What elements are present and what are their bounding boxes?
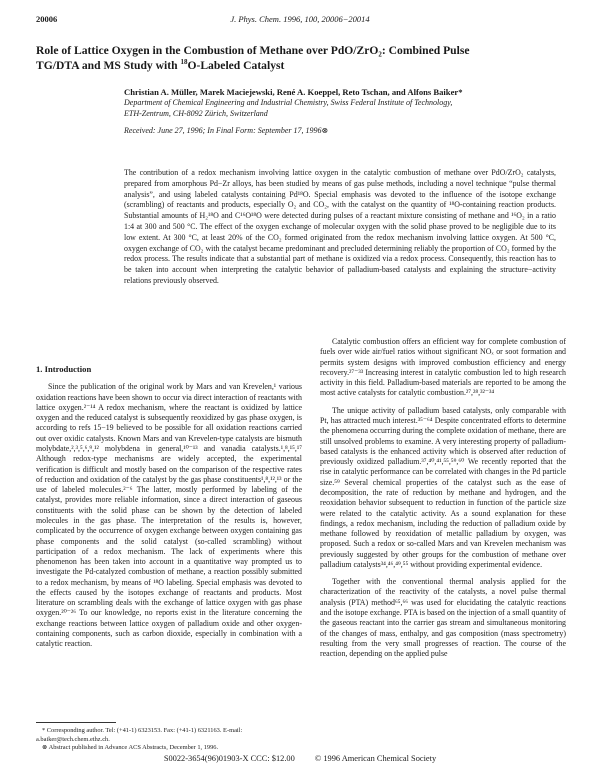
received-dates: Received: June 27, 1996; In Final Form: September 17, 1996⊗ [124,126,329,135]
right-paragraph-1: Catalytic combustion offers an efficient way for complete combustion of fuels over wide air/fuel ratios without significant NOₓ or soot formation and permits system designs with improved combustion efficiency and energy recovery.²⁷⁻³³ Increasing interest in catalytic combustion led to high research activity in this field. Palladium-based materials are reported to be among the most active catalysts for catalytic combustion.²⁷,²⁸,³²⁻³⁴ [320,337,566,398]
right-column [320,337,566,659]
journal-citation: J. Phys. Chem. 1996, 100, 20006−20014 [230,14,370,24]
left-column [36,364,302,650]
author-list: Christian A. Müller, Marek Maciejewski, René A. Koeppel, Reto Tschan, and Alfons Baiker* [124,87,463,97]
copyright: © 1996 American Chemical Society [314,754,437,763]
intro-paragraph-1: Since the publication of the original work by Mars and van Krevelen,¹ various oxidation reactions have been shown to occur via direct interaction of reactants with lattice oxygen.²⁻¹⁴ A redox mechanism, where the reactant is oxidized by lattice oxygen and the reduced catalyst is subsequently reoxidized by gas phase oxygen, is according to refs 15−19 believed to be possible for all oxidation reactions carried out over oxidic catalysts. Known Mars and van Krevelen-type catalysts are bismuth molybdate,²,³,⁵,⁶,⁹,¹² molybdena in general,¹⁰⁻¹³ and vanadia catalysts.¹,⁸,¹⁵,¹⁷ Although redox-type mechanisms are widely accepted, the experimental verification is difficult and mostly based on the comparison of the respective rates of reduction and oxidation of the catalyst by the gas phase constituents¹,⁸,¹²,¹³ or the use of labeled molecules.²⁻⁶ The latter, mostly performed by labeling of the catalyst, provides more reliable information, since a direct interaction of gaseous constituents with the solid phase can be shown by the detection of labeled molecules in the gas phase. The interpretation of the results is, however, complicated by the occurrence of oxygen exchange between oxygen containing gas phase components and the solid catalyst (so-called scrambling) without participation of a redox mechanism. The lack of experiments where this phenomenon has been taken into account in a quantitative way prompted us to investigate the Pd-catalyzed combustion of methane, a reaction possibly submitted to a redox mechanism, by means of ¹⁸O labeling. Special emphasis was devoted to the effects caused by the isotopes exchange of reactants and products. Most literature on scrambling deals with the exchange of lattice oxygen with gas phase oxygen.²⁰⁻²⁶ To our knowledge, no reports exist in the literature concerning the exchange reactions between lattice oxygen of palladium oxide and other oxygen-containing components, such as carbon dioxide, especially in combination with a catalytic reaction. [36,382,302,649]
page-number: 20006 [36,14,58,24]
paper-title [36,44,566,73]
page-footer [0,754,600,763]
running-header [36,14,564,26]
footnote-abstract-published: ⊗ Abstract published in Advance ACS Abstracts, December 1, 1996. [42,744,219,752]
footnote-corresponding-author: * Corresponding author. Tel: (+41-1) 6323153. Fax: (+41-1) 6321163. E-mail: a.baiker@tech.chem.ethz.ch. [36,727,243,743]
footnote-rule [36,722,116,723]
section-heading-introduction: 1. Introduction [36,364,92,374]
footnotes [36,727,302,753]
right-paragraph-2: The unique activity of palladium based catalysts, only comparable with Pt, has attracted much interest.³⁵⁻⁶⁴ Despite concentrated efforts to determine the phenomena occurring during the complete oxidation of methane, there are still unsolved problems to examine. A very interesting property of palladium-based catalysts is the enhanced activity which is observed after reduction of previously oxidized palladium.³⁷,⁴⁰,⁴¹,⁵⁵,⁵⁹,⁶⁰ We recently reported that the rise in catalytic performance can be correlated with changes in the Pd particle size.⁵⁹ Several chemical properties of the catalyst such as the ease of decomposition, the rate of reduction by methane and hydrogen, and the reoxidation behavior subsequent to reduction in function of the particle size were related to the catalytic activity. As a sound explanation for these findings, a redox mechanism, including the reduction of palladium oxide by methane followed by reoxidation of metallic palladium by oxygen, was proposed. Such a redox or so-called Mars and van Krevelen mechanism was previously suggested by other groups for the combustion of methane over palladium catalysts³⁴,⁴⁶,⁴⁹,⁵⁵ without providing experimental evidence. [320,405,566,569]
title-line-1: Role of Lattice Oxygen in the Combustion of Methane over PdO/ZrO₂: Combined Pulse [36,44,470,57]
title-line-2: TG/DTA and MS Study with $^{18}$O-Labeled Catalyst [36,57,285,72]
article-code: S0022-3654(96)01903-X CCC: $12.00 [163,754,295,763]
abstract: The contribution of a redox mechanism involving lattice oxygen in the catalytic combustion of methane over PdO/ZrO₂ catalysts, prepared from amorphous Pd−Zr alloys, has been studied by means of gas pulse methods, including a novel technique “pulse thermal analysis”, and using labeled catalysts containing Pd¹⁸O. Special emphasis was devoted to the influence of the isotope exchange (scrambling) of reactants and products, especially O₂ and CO₂, with the catalyst on the quantity of ¹⁸O-containing reaction products. Substantial amounts of H₂¹⁸O and C¹⁶O¹⁸O were detected during pulses of a reactant mixture consisting of methane and ¹⁶O₂ in a ratio 1:4 at 300 and 500 °C. The effect of the oxygen exchange of molecular oxygen with the solid phase proved to be negligible due to its low extent. At 300 °C, at least 20% of the CO₂ formed originated from the redox mechanism involving lattice oxygen. At 500 °C, oxygen exchange of CO₂ with the catalyst became predominant and precluded determining reliably the proportion of CO₂ formed by the redox process. The results indicate that a substantial part of methane is oxidized via a redox process. Consequently, this reaction has to be taken into account when interpreting the catalytic behavior of palladium-based catalysts and explaining the structure−activity relations previously observed. [124,168,556,285]
right-paragraph-3: Together with the conventional thermal analysis applied for the characterization of the reactivity of the catalysts, a novel pulse thermal analysis (PTA) method⁶⁵,⁶⁶ was used for elucidating the catalytic reactions and the isotope exchange. PTA is based on the injection of a small quantity of the gaseous reactant into the carrier gas stream and simultaneous monitoring of the changes of mass, enthalpy, and gas composition (mass spectrometry) resulting from the very small progresses of reaction. The course of the reaction, depending on the applied pulse [320,577,566,659]
affiliation: Department of Chemical Engineering and Industrial Chemistry, Swiss Federal Institute of Technology, ETH-Zentrum, CH-8092 Zürich, Switzerland [124,98,453,118]
